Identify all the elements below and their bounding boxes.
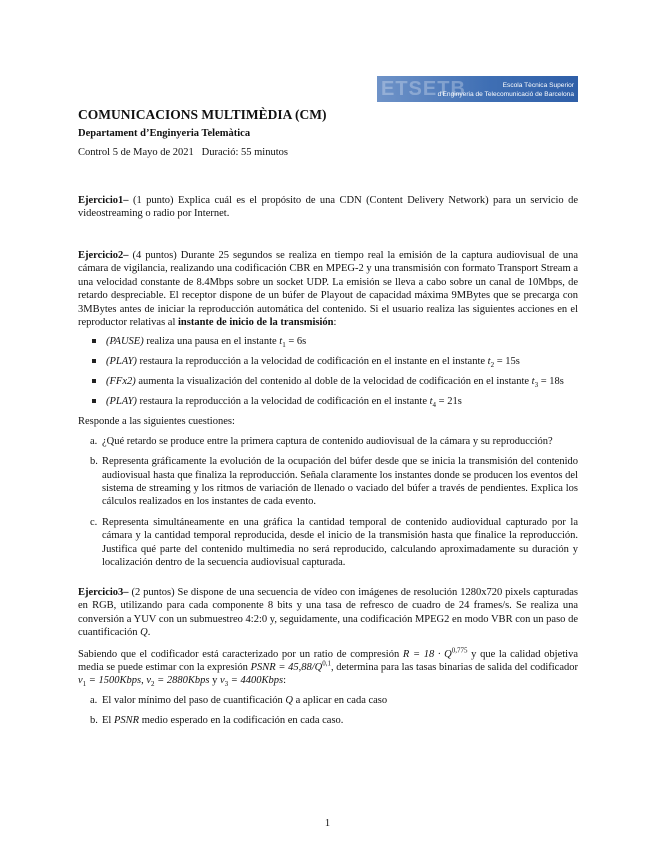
p2-part-a: Sabiendo que el codificador está caracterizado por un ratio de compresión xyxy=(78,648,403,660)
player-actions-list xyxy=(78,335,578,408)
list-item xyxy=(90,694,578,707)
exam-date-duration: Control 5 de Mayo de 2021 Duració: 55 minutos xyxy=(78,147,288,158)
exercise-3-label: Ejercicio3– xyxy=(78,587,129,598)
ratio-formula: R = 18 · Q xyxy=(402,648,452,660)
action-text: restaura la reproducción a la velocidad de codificación en el instante en el instante xyxy=(136,356,488,368)
list-item xyxy=(90,455,578,509)
logo-mark: ETSETB xyxy=(381,78,466,100)
time-sub: 1 xyxy=(282,341,286,350)
rate-sub: 2 xyxy=(151,680,155,689)
rate-value: = 2880Kbps xyxy=(154,675,210,687)
bullet-icon xyxy=(92,339,96,343)
rate-sub: 3 xyxy=(224,680,229,689)
exercise-1-label: Ejercicio1– xyxy=(78,195,129,206)
exercise-2-intro-bold: instante de inicio de la transmisión xyxy=(178,317,334,329)
exercise-2-intro-end: : xyxy=(333,317,337,329)
exercise-2 xyxy=(78,249,578,577)
question-text: Representa gráficamente la evolución de la ocupación del búfer desde que se inicia la transmisión del contenido audiovisual hasta que finaliza la reproducción. Señala claramente los instantes donde se producen los eventos del sistema de streaming y los ritmos de variación de llenado o vaciado del búfer a través de pendientes. Explica los cálculos realizados en los instantes de cada evento. xyxy=(102,456,578,508)
action-text: realiza una pausa en el instante xyxy=(143,336,280,348)
time-value: = 6s xyxy=(285,336,307,348)
time-sub: 4 xyxy=(432,401,437,410)
q-var: Q xyxy=(140,627,148,639)
list-item xyxy=(90,714,578,727)
question-var: Q xyxy=(285,694,293,706)
time-var: t xyxy=(279,336,283,348)
question-text-end: a aplicar en cada caso xyxy=(293,694,388,706)
action-command: (PAUSE) xyxy=(106,336,144,348)
logo-line-2: d'Enginyeria de Telecomunicació de Barcelona xyxy=(437,91,574,98)
exercise-3-intro-end: . xyxy=(147,627,151,639)
question-label: a. xyxy=(90,694,98,706)
action-command: (FFx2) xyxy=(106,376,136,388)
question-label: c. xyxy=(90,516,98,528)
exercise-3-intro: (2 puntos) Se dispone de una secuencia de vídeo con imágenes de resolución 1280x720 pixels capturadas en RGB, utilizando para cada componente 8 bits y una tasa de refresco de cuadro de 24 frames/s. Se realiza una conversión a YUV con un submuestreo 4:2:0 y, seguidamente, una codificación MPEG2 en modo VBR con un paso de cuantificación xyxy=(78,587,578,639)
rate-var: v xyxy=(219,675,225,687)
time-var: t xyxy=(429,396,433,408)
list-item xyxy=(90,355,578,368)
list-item xyxy=(90,375,578,388)
course-title: COMUNICACIONS MULTIMÈDIA (CM) xyxy=(78,107,327,122)
question-text-end: medio esperado en la codificación en cada caso. xyxy=(139,715,344,727)
exercise-3-paragraph-2: Sabiendo que el codificador está caracterizado por un ratio de compresión R = 18 · Q$^{0,775}$ y que la calidad objetiva media se puede estimar con la expresión PSNR = $45,88/Q^{0,1}$, determina para las tasas binarias de salida del codificador $v_1$ = 1500Kbps, $v_2$ = 2880Kbps y $v_3$ = 4400Kbps: xyxy=(78,646,578,689)
question-text: ¿Qué retardo se produce entre la primera captura de contenido audiovisual de la cámara y su reproducción? xyxy=(102,435,553,447)
time-value: = 18s xyxy=(538,376,564,388)
logo-line-1: Escola Tècnica Superior xyxy=(502,82,574,89)
action-text: restaura la reproducción a la velocidad de codificación en el instante xyxy=(136,396,430,408)
exercise-2-intro: (4 puntos) Durante 25 segundos se realiza en tiempo real la emisión de la captura audiovisual de una cámara de vigilancia, realizando una codificación CBR en MPEG-2 y una transmisión con formato Transport Stream a una velocidad constante de 8.4Mbps sobre un socket UDP. La emisión se lleva a cabo sobre un canal de 10Mbps, de retardo despreciable. El receptor dispone de un búfer de Playout de capacidad máxima 9MBytes que se precarga con 3MBytes antes de iniciar la reproducción automática del contenido. Si el usuario realiza las siguientes acciones en el reproductor relativas al xyxy=(78,250,578,329)
exercise-2-questions xyxy=(78,435,578,570)
etsetb-logo xyxy=(377,76,578,102)
psnr-exponent: 0,1 xyxy=(322,659,331,668)
p2-end: : xyxy=(283,675,286,687)
p2-part-c: , determina para las tasas binarias de salida del codificador xyxy=(330,662,578,674)
question-label: b. xyxy=(90,715,98,727)
time-sub: 3 xyxy=(534,381,539,390)
action-text: aumenta la visualización del contenido al doble de la velocidad de codificación en el instante xyxy=(135,376,532,388)
exercise-1 xyxy=(78,194,578,221)
rate-var: v xyxy=(146,675,152,687)
question-var: PSNR xyxy=(113,715,140,727)
rate-value: = 4400Kbps xyxy=(228,675,284,687)
question-text: El valor mínimo del paso de cuantificación xyxy=(102,694,286,706)
list-item xyxy=(90,395,578,408)
department: Departament d’Enginyeria Telemàtica xyxy=(78,128,251,139)
rate-var: v xyxy=(78,675,83,687)
question-text: El xyxy=(102,715,114,727)
respond-instruction: Responde a las siguientes cuestiones: xyxy=(78,416,235,428)
question-label: a. xyxy=(90,435,98,447)
exercise-3 xyxy=(78,586,578,735)
list-item xyxy=(90,335,578,348)
action-command: (PLAY) xyxy=(106,356,137,368)
time-value: = 15s xyxy=(494,356,520,368)
list-item xyxy=(90,435,578,448)
time-value: = 21s xyxy=(436,396,462,408)
p2-part-b: y que la calidad objetiva media se puede estimar con la expresión xyxy=(78,648,578,674)
ratio-exponent: 0,775 xyxy=(451,646,468,655)
exercise-1-text: (1 punto) Explica cuál es el propósito de una CDN (Content Delivery Network) para un servicio de videostreaming o radio por Internet. xyxy=(78,195,578,220)
time-var: t xyxy=(531,376,535,388)
conjunction: y xyxy=(209,675,220,687)
bullet-icon xyxy=(92,359,96,363)
bullet-icon xyxy=(92,379,96,383)
question-text: Representa simultáneamente en una gráfica la cantidad temporal de contenido audiovidual capturado por la cámara y la cantidad temporal reproducida, desde el inicio de la transmisión hasta que finalice la reproducción. Justifica qué parte del contenido multimedia no será reproducido, calculando aproximadamente su duración y localización dentro de la secuencia audiovisual capturada. xyxy=(102,516,578,569)
exercise-3-questions xyxy=(78,694,578,728)
rate-sub: 1 xyxy=(82,680,87,689)
action-command: (PLAY) xyxy=(106,396,137,408)
exercise-2-label: Ejercicio2– xyxy=(78,250,129,261)
list-item xyxy=(90,516,578,570)
time-var: t xyxy=(487,356,491,368)
psnr-formula: PSNR = 45,88/Q xyxy=(250,662,323,674)
question-label: b. xyxy=(90,456,98,468)
bullet-icon xyxy=(92,399,96,403)
rate-value: = 1500Kbps xyxy=(86,675,142,687)
page-number: 1 xyxy=(324,818,331,829)
time-sub: 2 xyxy=(490,361,495,370)
